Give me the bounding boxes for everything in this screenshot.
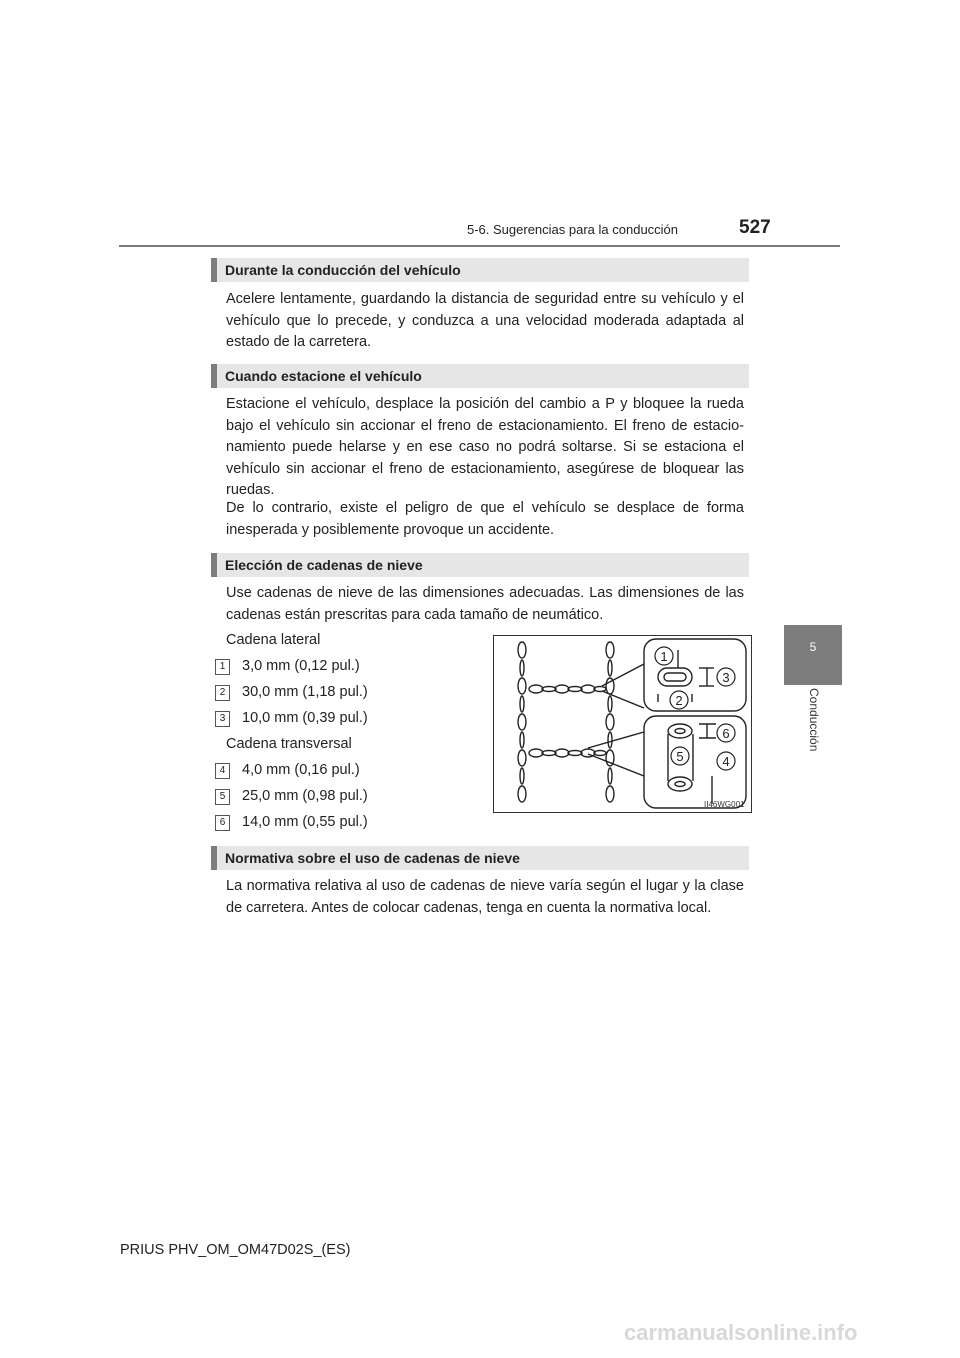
svg-text:5: 5 bbox=[676, 749, 684, 764]
callout-number: 4 bbox=[215, 763, 230, 779]
document-code: PRIUS PHV_OM_OM47D02S_(ES) bbox=[120, 1242, 351, 1258]
cross-chain-top bbox=[529, 685, 606, 693]
svg-text:2: 2 bbox=[675, 693, 683, 708]
dimension-value: 4,0 mm (0,16 pul.) bbox=[242, 762, 360, 778]
watermark: carmanualsonline.info bbox=[624, 1320, 858, 1345]
chapter-tab bbox=[784, 625, 842, 685]
paragraph-parking-warning: De lo contrario, existe el peligro de que el vehículo se desplace de forma inesperada y posiblemente provoque un accidente. bbox=[226, 500, 744, 538]
chapter-tab-label: Conducción bbox=[807, 688, 821, 752]
section-heading-bar bbox=[211, 258, 217, 282]
callout-number: 1 bbox=[215, 659, 230, 675]
running-header-section: 5-6. Sugerencias para la conducción bbox=[467, 222, 679, 237]
paragraph-regulations: La normativa relativa al uso de cadenas de nieve varía según el lugar y la clase de carretera. Antes de colocar cadenas, tenga en cuenta la normativa local. bbox=[226, 878, 744, 916]
figure-callout-6 bbox=[717, 724, 735, 742]
section-heading-title: Normativa sobre el uso de cadenas de nieve bbox=[225, 850, 520, 866]
snow-chain-figure bbox=[493, 635, 752, 813]
section-heading-parking bbox=[211, 364, 749, 388]
vertical-chain-right bbox=[606, 642, 614, 802]
section-heading-bar bbox=[211, 553, 217, 577]
figure-callout-4 bbox=[717, 752, 735, 770]
figure-callout-2 bbox=[670, 691, 688, 709]
side-chain-label: Cadena lateral bbox=[226, 632, 321, 648]
callout-number: 3 bbox=[215, 711, 230, 727]
callout-number: 2 bbox=[215, 685, 230, 701]
section-heading-title: Elección de cadenas de nieve bbox=[225, 557, 423, 573]
page-number: 527 bbox=[739, 217, 771, 238]
dimension-value: 25,0 mm (0,98 pul.) bbox=[242, 788, 368, 804]
svg-text:4: 4 bbox=[722, 754, 730, 769]
section-heading-bar bbox=[211, 364, 217, 388]
paragraph-driving: Acelere lentamente, guardando la distancia de seguridad entre su vehículo y el vehículo que lo precede, y conduzca a una velocidad moderada adaptada al estado de la carretera. bbox=[226, 291, 744, 350]
vertical-chain-left bbox=[518, 642, 526, 802]
figure-callout-1 bbox=[655, 647, 673, 665]
paragraph-chains: Use cadenas de nieve de las dimensiones adecuadas. Las dimensiones de las cadenas están prescritas para cada tamaño de neumático. bbox=[226, 585, 744, 623]
callout-number: 5 bbox=[215, 789, 230, 805]
paragraph-parking: Estacione el vehículo, desplace la posición del cambio a P y bloquee la rueda bajo el vehículo sin accionar el freno de estacionamiento. El freno de estacio-namiento puede helarse y en ese caso no podrá soltarse. Si se estaciona el vehículo sin accionar el freno de estacionamiento, asegúrese de bloquear las ruedas. bbox=[226, 396, 744, 498]
section-heading-regulations bbox=[211, 846, 749, 870]
dimension-value: 10,0 mm (0,39 pul.) bbox=[242, 710, 368, 726]
section-heading-bar bbox=[211, 846, 217, 870]
section-heading-chains bbox=[211, 553, 749, 577]
dimension-value: 3,0 mm (0,12 pul.) bbox=[242, 658, 360, 674]
figure-callout-3 bbox=[717, 668, 735, 686]
cross-chain-label: Cadena transversal bbox=[226, 736, 352, 752]
section-heading-driving bbox=[211, 258, 749, 282]
svg-text:3: 3 bbox=[722, 670, 730, 685]
header-rule bbox=[119, 245, 840, 247]
dimension-value: 14,0 mm (0,55 pul.) bbox=[242, 814, 368, 830]
svg-text:1: 1 bbox=[660, 649, 668, 664]
section-heading-title: Cuando estacione el vehículo bbox=[225, 368, 422, 384]
dimension-value: 30,0 mm (1,18 pul.) bbox=[242, 684, 368, 700]
callout-number: 6 bbox=[215, 815, 230, 831]
figure-callout-5 bbox=[671, 747, 689, 765]
svg-text:6: 6 bbox=[722, 726, 730, 741]
chapter-tab-number: 5 bbox=[809, 640, 817, 654]
chapter-tab-label-wrap bbox=[804, 688, 824, 768]
section-heading-title: Durante la conducción del vehículo bbox=[225, 262, 461, 278]
figure-code: II46WG001 bbox=[704, 800, 745, 809]
snow-chain-illustration bbox=[494, 636, 751, 812]
